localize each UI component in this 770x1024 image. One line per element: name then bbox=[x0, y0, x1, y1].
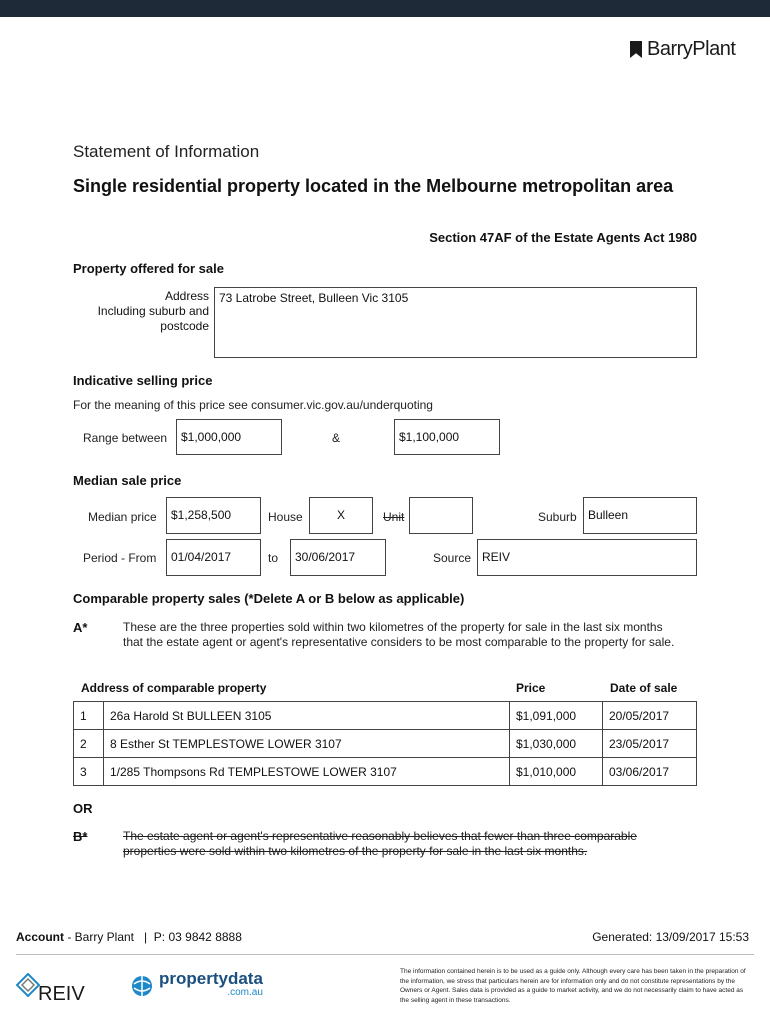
propertydata-logo bbox=[130, 969, 263, 1000]
range-high-field[interactable]: $1,100,000 bbox=[394, 419, 500, 455]
top-bar bbox=[0, 0, 770, 17]
median-heading: Median sale price bbox=[73, 473, 182, 488]
comparable-heading: Comparable property sales (*Delete A or B below as applicable) bbox=[73, 591, 465, 606]
row-date[interactable]: 20/05/2017 bbox=[603, 702, 697, 730]
reiv-text: REIV bbox=[38, 983, 85, 1005]
row-price[interactable]: $1,010,000 bbox=[510, 758, 603, 786]
account-details: - Barry Plant | P: 03 9842 8888 bbox=[64, 930, 242, 944]
median-label: Median price bbox=[88, 510, 157, 524]
account-line bbox=[16, 930, 242, 944]
col-address-header: Address of comparable property bbox=[81, 681, 267, 695]
source-field[interactable]: REIV bbox=[477, 539, 697, 576]
row-number: 2 bbox=[74, 730, 104, 758]
to-label: to bbox=[268, 551, 279, 565]
underquoting-note: For the meaning of this price see consumer.vic.gov.au/underquoting bbox=[73, 398, 433, 412]
table-row bbox=[74, 702, 697, 730]
row-address[interactable]: 1/285 Thompsons Rd TEMPLESTOWE LOWER 3107 bbox=[104, 758, 510, 786]
section-reference: Section 47AF of the Estate Agents Act 1980 bbox=[429, 230, 697, 245]
doc-heading: Single residential property located in the Melbourne metropolitan area bbox=[73, 176, 674, 196]
flag-icon bbox=[630, 41, 642, 58]
brand-name: BarryPlant bbox=[647, 38, 736, 60]
propertydata-text: propertydata bbox=[159, 969, 263, 988]
reiv-logo bbox=[16, 965, 85, 1006]
barry-plant-logo bbox=[630, 38, 735, 61]
account-label: Account bbox=[16, 930, 64, 944]
unit-field[interactable] bbox=[409, 497, 473, 534]
range-label: Range between bbox=[83, 431, 168, 445]
footer-divider bbox=[16, 954, 754, 955]
suburb-field[interactable]: Bulleen bbox=[583, 497, 697, 534]
option-b-text: The estate agent or agent's representative reasonably believes that fewer than three comparable properties were sold within two kilometres of the property for sale in the last six months. bbox=[123, 829, 637, 858]
period-label: Period - From bbox=[83, 551, 157, 565]
address-label-line-1: Address bbox=[164, 289, 209, 303]
row-date[interactable]: 03/06/2017 bbox=[603, 758, 697, 786]
house-field[interactable]: X bbox=[309, 497, 373, 534]
option-a-marker: A* bbox=[73, 620, 88, 635]
row-address[interactable]: 26a Harold St BULLEEN 3105 bbox=[104, 702, 510, 730]
unit-label: Unit bbox=[383, 510, 405, 524]
period-to-field[interactable]: 30/06/2017 bbox=[290, 539, 386, 576]
row-price[interactable]: $1,030,000 bbox=[510, 730, 603, 758]
reiv-star-icon bbox=[16, 973, 40, 999]
address-label-line-2: Including suburb and bbox=[97, 304, 209, 318]
row-number: 1 bbox=[74, 702, 104, 730]
range-low-field[interactable]: $1,000,000 bbox=[176, 419, 282, 455]
col-price-header: Price bbox=[516, 681, 546, 695]
propertydata-domain: .com.au bbox=[227, 987, 263, 998]
suburb-label: Suburb bbox=[538, 510, 577, 524]
table-row bbox=[74, 730, 697, 758]
indicative-heading: Indicative selling price bbox=[73, 373, 213, 388]
median-price-field[interactable]: $1,258,500 bbox=[166, 497, 261, 534]
propertydata-globe-icon bbox=[130, 974, 154, 998]
col-date-header: Date of sale bbox=[610, 681, 678, 695]
row-number: 3 bbox=[74, 758, 104, 786]
address-label bbox=[73, 289, 209, 334]
property-heading: Property offered for sale bbox=[73, 261, 224, 276]
or-label: OR bbox=[73, 801, 93, 816]
option-b-marker: B* bbox=[73, 829, 88, 844]
source-label: Source bbox=[433, 551, 472, 565]
row-address[interactable]: 8 Esther St TEMPLESTOWE LOWER 3107 bbox=[104, 730, 510, 758]
option-a-text: These are the three properties sold within two kilometres of the property for sale in the last six months that the estate agent or agent's representative considers to be most comparable to the property for sale. bbox=[123, 620, 675, 649]
address-field[interactable]: 73 Latrobe Street, Bulleen Vic 3105 bbox=[214, 287, 697, 358]
row-price[interactable]: $1,091,000 bbox=[510, 702, 603, 730]
comparable-sales-table bbox=[73, 701, 697, 786]
range-separator: & bbox=[332, 431, 341, 445]
period-from-field[interactable]: 01/04/2017 bbox=[166, 539, 261, 576]
address-label-line-3: postcode bbox=[160, 319, 209, 333]
doc-title: Statement of Information bbox=[73, 142, 260, 161]
table-row bbox=[74, 758, 697, 786]
generated-timestamp: Generated: 13/09/2017 15:53 bbox=[592, 930, 749, 944]
house-label: House bbox=[268, 510, 303, 524]
row-date[interactable]: 23/05/2017 bbox=[603, 730, 697, 758]
disclaimer-text: The information contained herein is to be used as a guide only. Although every care has been taken in the preparation of the information, we stress that particulars herein are for information only and do not constitute representations by the Owners or Agent. Sales data is provided as a guide to market activity, and we do not necessarily claim to have acted as the selling agent in these transactions. bbox=[400, 968, 746, 1004]
